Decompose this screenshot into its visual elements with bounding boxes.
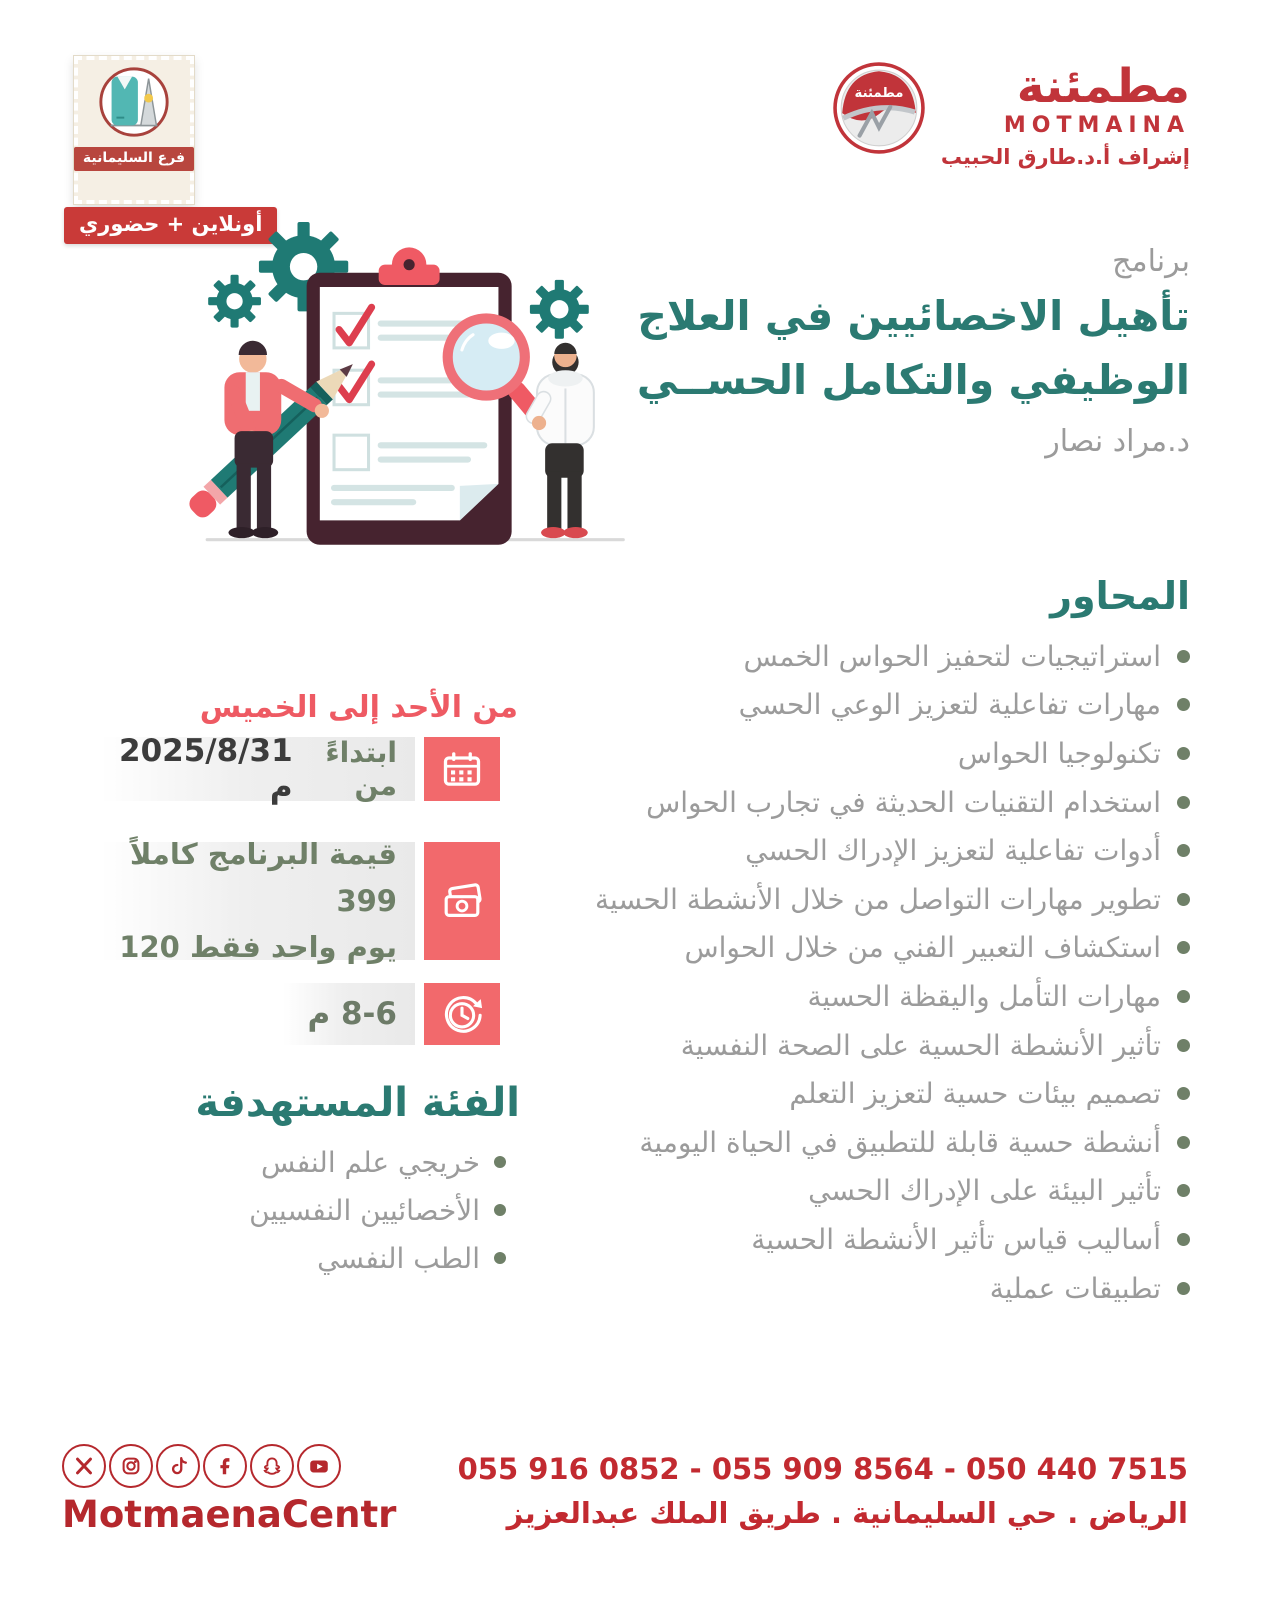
topic-item bbox=[470, 972, 1190, 1021]
bullet-dot-icon bbox=[1177, 1184, 1190, 1197]
bullet-dot-icon bbox=[1177, 650, 1190, 663]
address: الرياض . حي السليمانية . طريق الملك عبدالعزيز bbox=[506, 1496, 1188, 1530]
banknotes-icon-box bbox=[424, 842, 500, 960]
topic-item-label: تصميم بيئات حسية لتعزيز التعلم bbox=[789, 1077, 1161, 1111]
topic-item-label: تطبيقات عملية bbox=[989, 1271, 1161, 1305]
topics-list bbox=[470, 632, 1190, 1312]
audience-item-label: الأخصائيين النفسيين bbox=[249, 1193, 480, 1227]
schedule-days-heading: من الأحد إلى الخميس bbox=[199, 690, 518, 725]
branch-stamp bbox=[74, 56, 194, 204]
topic-item-label: أنشطة حسية قابلة للتطبيق في الحياة اليومية bbox=[639, 1125, 1161, 1159]
audience-heading: الفئة المستهدفة bbox=[195, 1080, 520, 1126]
program-header bbox=[637, 244, 1190, 459]
topic-item bbox=[470, 778, 1190, 827]
topic-item bbox=[470, 729, 1190, 778]
topic-item-label: استكشاف التعبير الفني من خلال الحواس bbox=[684, 931, 1161, 965]
brand-monogram-text: مطمئنة bbox=[854, 85, 904, 101]
brand-logo-mark-icon bbox=[833, 62, 925, 154]
bullet-dot-icon bbox=[1177, 844, 1190, 857]
schedule-time-strip bbox=[283, 983, 415, 1045]
audience-section bbox=[90, 1080, 520, 1282]
social-icons-row bbox=[62, 1444, 396, 1488]
audience-item bbox=[90, 1234, 506, 1282]
bullet-dot-icon bbox=[1177, 941, 1190, 954]
audience-item bbox=[90, 1186, 506, 1234]
social-handle: MotmaenaCentr bbox=[62, 1493, 397, 1536]
topic-item-label: تأثير البيئة على الإدراك الحسي bbox=[808, 1174, 1161, 1208]
facebook-icon bbox=[203, 1444, 247, 1488]
topic-item bbox=[470, 1167, 1190, 1216]
clock-icon bbox=[440, 992, 484, 1036]
start-date-label: ابتداءً من bbox=[325, 736, 397, 802]
contact-block bbox=[458, 1452, 1188, 1530]
brand-supervision: إشراف أ.د.طارق الحبيب bbox=[940, 145, 1190, 170]
bullet-dot-icon bbox=[1177, 1282, 1190, 1295]
schedule-date-strip bbox=[101, 733, 415, 805]
gear-small-icon bbox=[208, 275, 261, 328]
topic-item bbox=[470, 632, 1190, 681]
topic-item bbox=[470, 924, 1190, 973]
snapchat-icon bbox=[250, 1444, 294, 1488]
topic-item-label: مهارات تفاعلية لتعزيز الوعي الحسي bbox=[738, 688, 1161, 722]
branch-stamp-label: فرع السليمانية bbox=[74, 147, 194, 171]
price-single-day: يوم واحد فقط 120 bbox=[119, 930, 397, 965]
person-right-illustration bbox=[524, 343, 594, 538]
brand-text bbox=[940, 59, 1190, 170]
program-presenter: د.مراد نصار bbox=[1045, 424, 1190, 460]
audience-item-label: الطب النفسي bbox=[317, 1241, 480, 1275]
bullet-dot-icon bbox=[494, 1156, 506, 1168]
gear-right-icon bbox=[530, 280, 589, 339]
time-value: 8-6 م bbox=[307, 996, 397, 1032]
branch-stamp-icon bbox=[95, 60, 173, 146]
bullet-dot-icon bbox=[1177, 747, 1190, 760]
schedule-price-row bbox=[90, 837, 500, 965]
bullet-dot-icon bbox=[1177, 1039, 1190, 1052]
bullet-dot-icon bbox=[494, 1204, 506, 1216]
calendar-icon bbox=[440, 747, 484, 791]
topic-item-label: استخدام التقنيات الحديثة في تجارب الحواس bbox=[646, 785, 1161, 819]
hero-illustration bbox=[150, 220, 650, 560]
topic-item bbox=[470, 826, 1190, 875]
schedule-price-strip bbox=[101, 837, 415, 965]
bullet-dot-icon bbox=[1177, 1233, 1190, 1246]
topic-item-label: تطوير مهارات التواصل من خلال الأنشطة الحسية bbox=[595, 882, 1161, 916]
phone-numbers: 055 916 0852 - 055 909 8564 - 050 440 7515 bbox=[457, 1452, 1188, 1486]
topic-item bbox=[470, 681, 1190, 730]
topic-item bbox=[470, 1069, 1190, 1118]
topic-item bbox=[470, 875, 1190, 924]
topic-item-label: أساليب قياس تأثير الأنشطة الحسية bbox=[751, 1222, 1161, 1256]
schedule-date-row bbox=[90, 733, 500, 805]
topic-item-label: مهارات التأمل واليقظة الحسية bbox=[807, 979, 1161, 1013]
bullet-dot-icon bbox=[1177, 1136, 1190, 1149]
topic-item bbox=[470, 1264, 1190, 1313]
brand-logo bbox=[833, 59, 1190, 170]
bullet-dot-icon bbox=[1177, 796, 1190, 809]
brand-name-arabic: مطمئنة bbox=[1016, 59, 1190, 114]
topic-item-label: تأثير الأنشطة الحسية على الصحة النفسية bbox=[680, 1028, 1161, 1062]
bullet-dot-icon bbox=[494, 1252, 506, 1264]
topic-item-label: استراتيجيات لتحفيز الحواس الخمس bbox=[743, 639, 1161, 673]
audience-list bbox=[90, 1138, 520, 1282]
youtube-icon bbox=[297, 1444, 341, 1488]
start-date-value: 2025/8/31 م bbox=[119, 733, 293, 805]
bullet-dot-icon bbox=[1177, 698, 1190, 711]
tiktok-icon bbox=[156, 1444, 200, 1488]
calendar-icon-box bbox=[424, 737, 500, 801]
topic-item-label: أدوات تفاعلية لتعزيز الإدراك الحسي bbox=[745, 834, 1161, 868]
topics-section bbox=[470, 574, 1190, 1312]
audience-item-label: خريجي علم النفس bbox=[261, 1145, 480, 1179]
price-lines bbox=[119, 831, 397, 970]
program-title-line1: تأهيل الاخصائيين في العلاج bbox=[637, 292, 1190, 340]
program-title-line2: الوظيفي والتكامل الحســي bbox=[636, 355, 1190, 404]
social-block bbox=[62, 1444, 396, 1536]
audience-item bbox=[90, 1138, 506, 1186]
banknotes-icon bbox=[439, 878, 485, 924]
clock-icon-box bbox=[424, 983, 500, 1045]
schedule-time-row bbox=[90, 983, 500, 1045]
bullet-dot-icon bbox=[1177, 893, 1190, 906]
program-title bbox=[637, 285, 1190, 412]
bullet-dot-icon bbox=[1177, 1087, 1190, 1100]
topic-item bbox=[470, 1215, 1190, 1264]
topic-item bbox=[470, 1021, 1190, 1070]
price-full-program: قيمة البرنامج كاملاً 399 bbox=[129, 837, 397, 918]
topics-heading: المحاور bbox=[1050, 574, 1190, 618]
bullet-dot-icon bbox=[1177, 990, 1190, 1003]
topic-item bbox=[470, 1118, 1190, 1167]
program-kicker: برنامج bbox=[1112, 244, 1190, 279]
mode-badge: أونلاين + حضوري bbox=[64, 207, 277, 244]
instagram-icon bbox=[109, 1444, 153, 1488]
topic-item-label: تكنولوجيا الحواس bbox=[957, 736, 1161, 770]
brand-name-english: MOTMAINA bbox=[1003, 113, 1190, 139]
schedule-section bbox=[90, 690, 518, 1045]
x-twitter-icon bbox=[62, 1444, 106, 1488]
